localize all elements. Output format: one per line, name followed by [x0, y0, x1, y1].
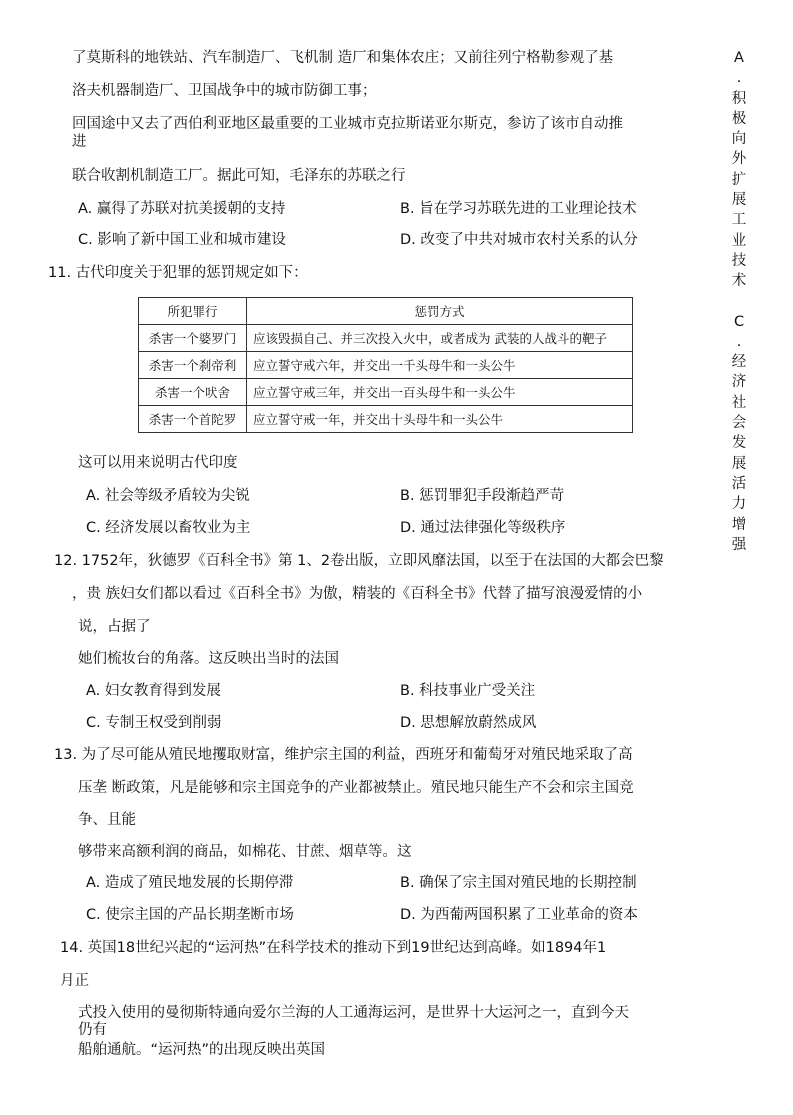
q10-option-a[interactable]: A. 赢得了苏联对抗美援朝的支持: [78, 201, 286, 217]
side-char: 强: [731, 536, 747, 553]
table-header-row: [139, 298, 633, 325]
table-row: [139, 379, 633, 406]
q10-option-c[interactable]: C. 影响了新中国工业和城市建设: [78, 232, 286, 248]
q11-option-b[interactable]: B. 惩罚罪犯手段渐趋严苛: [400, 488, 565, 504]
table-cell-punishment: 应立誓守戒六年，并交出一千头母牛和一头公牛: [247, 352, 633, 379]
side-char: 发: [731, 435, 747, 452]
side-spacer: [731, 292, 747, 312]
side-char: 极: [731, 110, 747, 127]
side-char: .: [736, 333, 742, 350]
table-cell-punishment: 应立誓守戒一年，并交出十头母牛和一头公牛: [247, 406, 633, 433]
table-cell-crime: 杀害一个吠舍: [139, 379, 247, 406]
q12-line-3: 说，占据了: [78, 619, 151, 635]
side-char: 业: [731, 232, 747, 249]
q10-option-d[interactable]: D. 改变了中共对城市农村关系的认分: [400, 232, 638, 248]
side-char: 扩: [731, 171, 747, 188]
q12-option-a[interactable]: A. 妇女教育得到发展: [86, 683, 221, 699]
q14-line-3-wrap: 仍有: [78, 1022, 107, 1038]
q11-option-c[interactable]: C. 经济发展以畜牧业为主: [86, 520, 251, 536]
q13-option-d[interactable]: D. 为西葡两国积累了工业革命的资本: [400, 907, 638, 923]
side-char: 工: [731, 212, 747, 229]
q13-line-3: 争、且能: [78, 812, 136, 828]
side-char: 积: [731, 90, 747, 107]
side-char: .: [736, 70, 742, 87]
table-header-punishment: 惩罚方式: [247, 298, 633, 325]
q12-line-2: ，贵 族妇女们都以看过《百科全书》为傲，精装的《百科全书》代替了描写浪漫爱情的小: [72, 586, 643, 602]
side-char: C: [733, 313, 745, 330]
q13-option-a[interactable]: A. 造成了殖民地发展的长期停滞: [86, 875, 294, 891]
side-vertical-text: [731, 48, 747, 555]
q10-option-b[interactable]: B. 旨在学习苏联先进的工业理论技术: [400, 201, 637, 217]
q12-line-4: 她们梳妆台的角落。这反映出当时的法国: [78, 651, 339, 667]
table-cell-punishment: 应该毁损自己、并三次投入火中，或者成为 武装的人战斗的靶子: [247, 325, 633, 352]
table-cell-punishment: 应立誓守戒三年，并交出一百头母牛和一头公牛: [247, 379, 633, 406]
q13-option-b[interactable]: B. 确保了宗主国对殖民地的长期控制: [400, 875, 637, 891]
q14-line-1: 14. 英国18世纪兴起的“运河热”在科学技术的推动下到19世纪达到高峰。如1894年1: [60, 940, 607, 956]
q12-option-c[interactable]: C. 专制王权受到削弱: [86, 715, 222, 731]
q11-option-d[interactable]: D. 通过法律强化等级秩序: [400, 520, 566, 536]
table-header-crime: 所犯罪行: [139, 298, 247, 325]
q11-option-a[interactable]: A. 社会等级矛盾较为尖锐: [86, 488, 250, 504]
q10-line-3: 回国途中又去了西伯利亚地区最重要的工业城市克拉斯诺亚尔斯克，参访了该市自动推: [72, 116, 623, 132]
table-row: [139, 406, 633, 433]
q12-option-d[interactable]: D. 思想解放蔚然成风: [400, 715, 537, 731]
side-char: 展: [731, 455, 747, 472]
side-char: 展: [731, 192, 747, 209]
q10-line-4: 联合收割机制造工厂。据此可知，毛泽东的苏联之行: [72, 168, 406, 184]
q14-line-3: 式投入使用的曼彻斯特通向爱尔兰海的人工通海运河，是世界十大运河之一，直到今天: [78, 1005, 629, 1021]
side-char: 向: [731, 131, 747, 148]
side-char: 增: [731, 516, 747, 533]
side-char: A: [734, 50, 744, 66]
side-char: 活: [731, 475, 747, 492]
side-char: 经: [731, 354, 747, 371]
q13-option-c[interactable]: C. 使宗主国的产品长期垄断市场: [86, 907, 294, 923]
q13-line-2: 压垄 断政策，凡是能够和宗主国竞争的产业都被禁止。殖民地只能生产不会和宗主国竞: [78, 780, 634, 796]
table-cell-crime: 杀害一个刹帝利: [139, 352, 247, 379]
q11-stem: 11. 古代印度关于犯罪的惩罚规定如下：: [48, 265, 308, 281]
punishment-table: [138, 297, 633, 433]
q10-line-2: 洛夫机器制造厂、卫国战争中的城市防御工事；: [72, 83, 377, 99]
side-char: 外: [731, 151, 747, 168]
q14-line-4: 船舶通航。“运河热”的出现反映出英国: [78, 1042, 326, 1058]
q12-option-b[interactable]: B. 科技事业广受关注: [400, 683, 536, 699]
q13-line-1: 13. 为了尽可能从殖民地攫取财富，维护宗主国的利益，西班牙和葡萄牙对殖民地采取了高: [54, 747, 633, 763]
table-cell-crime: 杀害一个婆罗门: [139, 325, 247, 352]
side-char: 社: [731, 394, 747, 411]
q11-question: 这可以用来说明古代印度: [78, 455, 238, 471]
side-char: 力: [731, 496, 747, 513]
side-char: 会: [731, 415, 747, 432]
table-cell-crime: 杀害一个首陀罗: [139, 406, 247, 433]
side-char: 技: [731, 252, 747, 269]
side-char: 济: [731, 374, 747, 391]
table-row: [139, 352, 633, 379]
table-row: [139, 325, 633, 352]
q12-line-1: 12. 1752年，狄德罗《百科全书》第 1、2卷出版，立即风靡法国，以至于在法国的大都会巴黎: [54, 553, 664, 569]
q13-line-4: 够带来高额利润的商品，如棉花、甘蔗、烟草等。这: [78, 844, 412, 860]
q10-line-3-wrap: 进: [72, 134, 87, 150]
side-char: 术: [731, 273, 747, 290]
q10-line-1: 了莫斯科的地铁站、汽车制造厂、飞机制 造厂和集体农庄；又前往列宁格勒参观了基: [72, 50, 614, 66]
q14-line-2: 月正: [60, 973, 89, 989]
